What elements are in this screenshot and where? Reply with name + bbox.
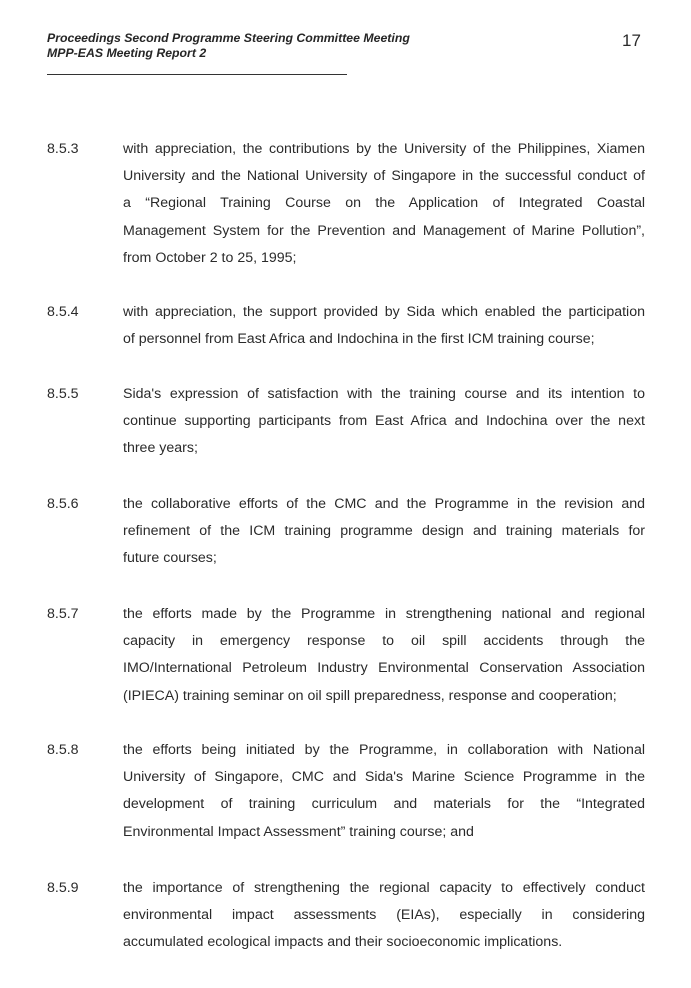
paragraph-number: 8.5.7 (47, 606, 79, 622)
paragraph-text (123, 299, 645, 353)
paragraph-line: the importance of strengthening the regional capacity to effectively conduct (123, 880, 645, 896)
paragraph-number: 8.5.5 (47, 386, 79, 402)
paragraph-line: the efforts being initiated by the Programme, in collaboration with National (123, 742, 645, 758)
paragraph-number: 8.5.9 (47, 880, 79, 896)
paragraph-text (123, 737, 645, 846)
paragraph-line: with appreciation, the support provided by Sida which enabled the participation (123, 304, 645, 320)
document-header (47, 31, 410, 61)
paragraph-line: Sida's expression of satisfaction with the training course and its intention to (123, 386, 645, 402)
paragraph-line: environmental impact assessments (EIAs), especially in considering (123, 907, 645, 924)
paragraph-text (123, 875, 645, 957)
paragraph-line: refinement of the ICM training programme design and training materials for (123, 523, 645, 540)
paragraph-line: from October 2 to 25, 1995; (123, 249, 297, 266)
paragraph-line: University of Singapore, CMC and Sida's Marine Science Programme in the (123, 769, 645, 786)
page-number: 17 (622, 31, 641, 50)
header-title-line-1: Proceedings Second Programme Steering Committee Meeting (47, 31, 410, 45)
paragraph-line: (IPIECA) training seminar on oil spill preparedness, response and cooperation; (123, 687, 617, 704)
paragraph-line: three years; (123, 440, 198, 457)
paragraph-line: continue supporting participants from East Africa and Indochina over the next (123, 413, 645, 430)
paragraph-line: the collaborative efforts of the CMC and the Programme in the revision and (123, 496, 645, 512)
paragraph-text (123, 136, 645, 272)
paragraph-line: Management System for the Prevention and Management of Marine Pollution”, (123, 222, 645, 239)
paragraph-line: capacity in emergency response to oil spill accidents through the (123, 633, 645, 650)
paragraph-line: with appreciation, the contributions by the University of the Philippines, Xiamen (123, 141, 645, 157)
paragraph-text (123, 601, 645, 710)
paragraph-line: of personnel from East Africa and Indochina in the first ICM training course; (123, 331, 595, 348)
paragraph-number: 8.5.4 (47, 304, 79, 320)
header-title-line-2: MPP-EAS Meeting Report 2 (47, 46, 207, 60)
paragraph-line: Environmental Impact Assessment” training course; and (123, 823, 474, 840)
paragraph-text (123, 491, 645, 573)
paragraph-number: 8.5.3 (47, 141, 79, 157)
paragraph-text (123, 381, 645, 463)
paragraph-number: 8.5.8 (47, 742, 79, 758)
paragraph-line: future courses; (123, 550, 217, 567)
paragraph-line: a “Regional Training Course on the Application of Integrated Coastal (123, 195, 645, 212)
paragraph-line: the efforts made by the Programme in strengthening national and regional (123, 606, 645, 622)
paragraph-number: 8.5.6 (47, 496, 79, 512)
header-divider (47, 74, 347, 75)
paragraph-line: IMO/International Petroleum Industry Environmental Conservation Association (123, 660, 645, 677)
paragraph-line: University and the National University of Singapore in the successful conduct of (123, 168, 645, 185)
paragraph-line: development of training curriculum and materials for the “Integrated (123, 796, 645, 813)
paragraph-line: accumulated ecological impacts and their socioeconomic implications. (123, 934, 563, 951)
